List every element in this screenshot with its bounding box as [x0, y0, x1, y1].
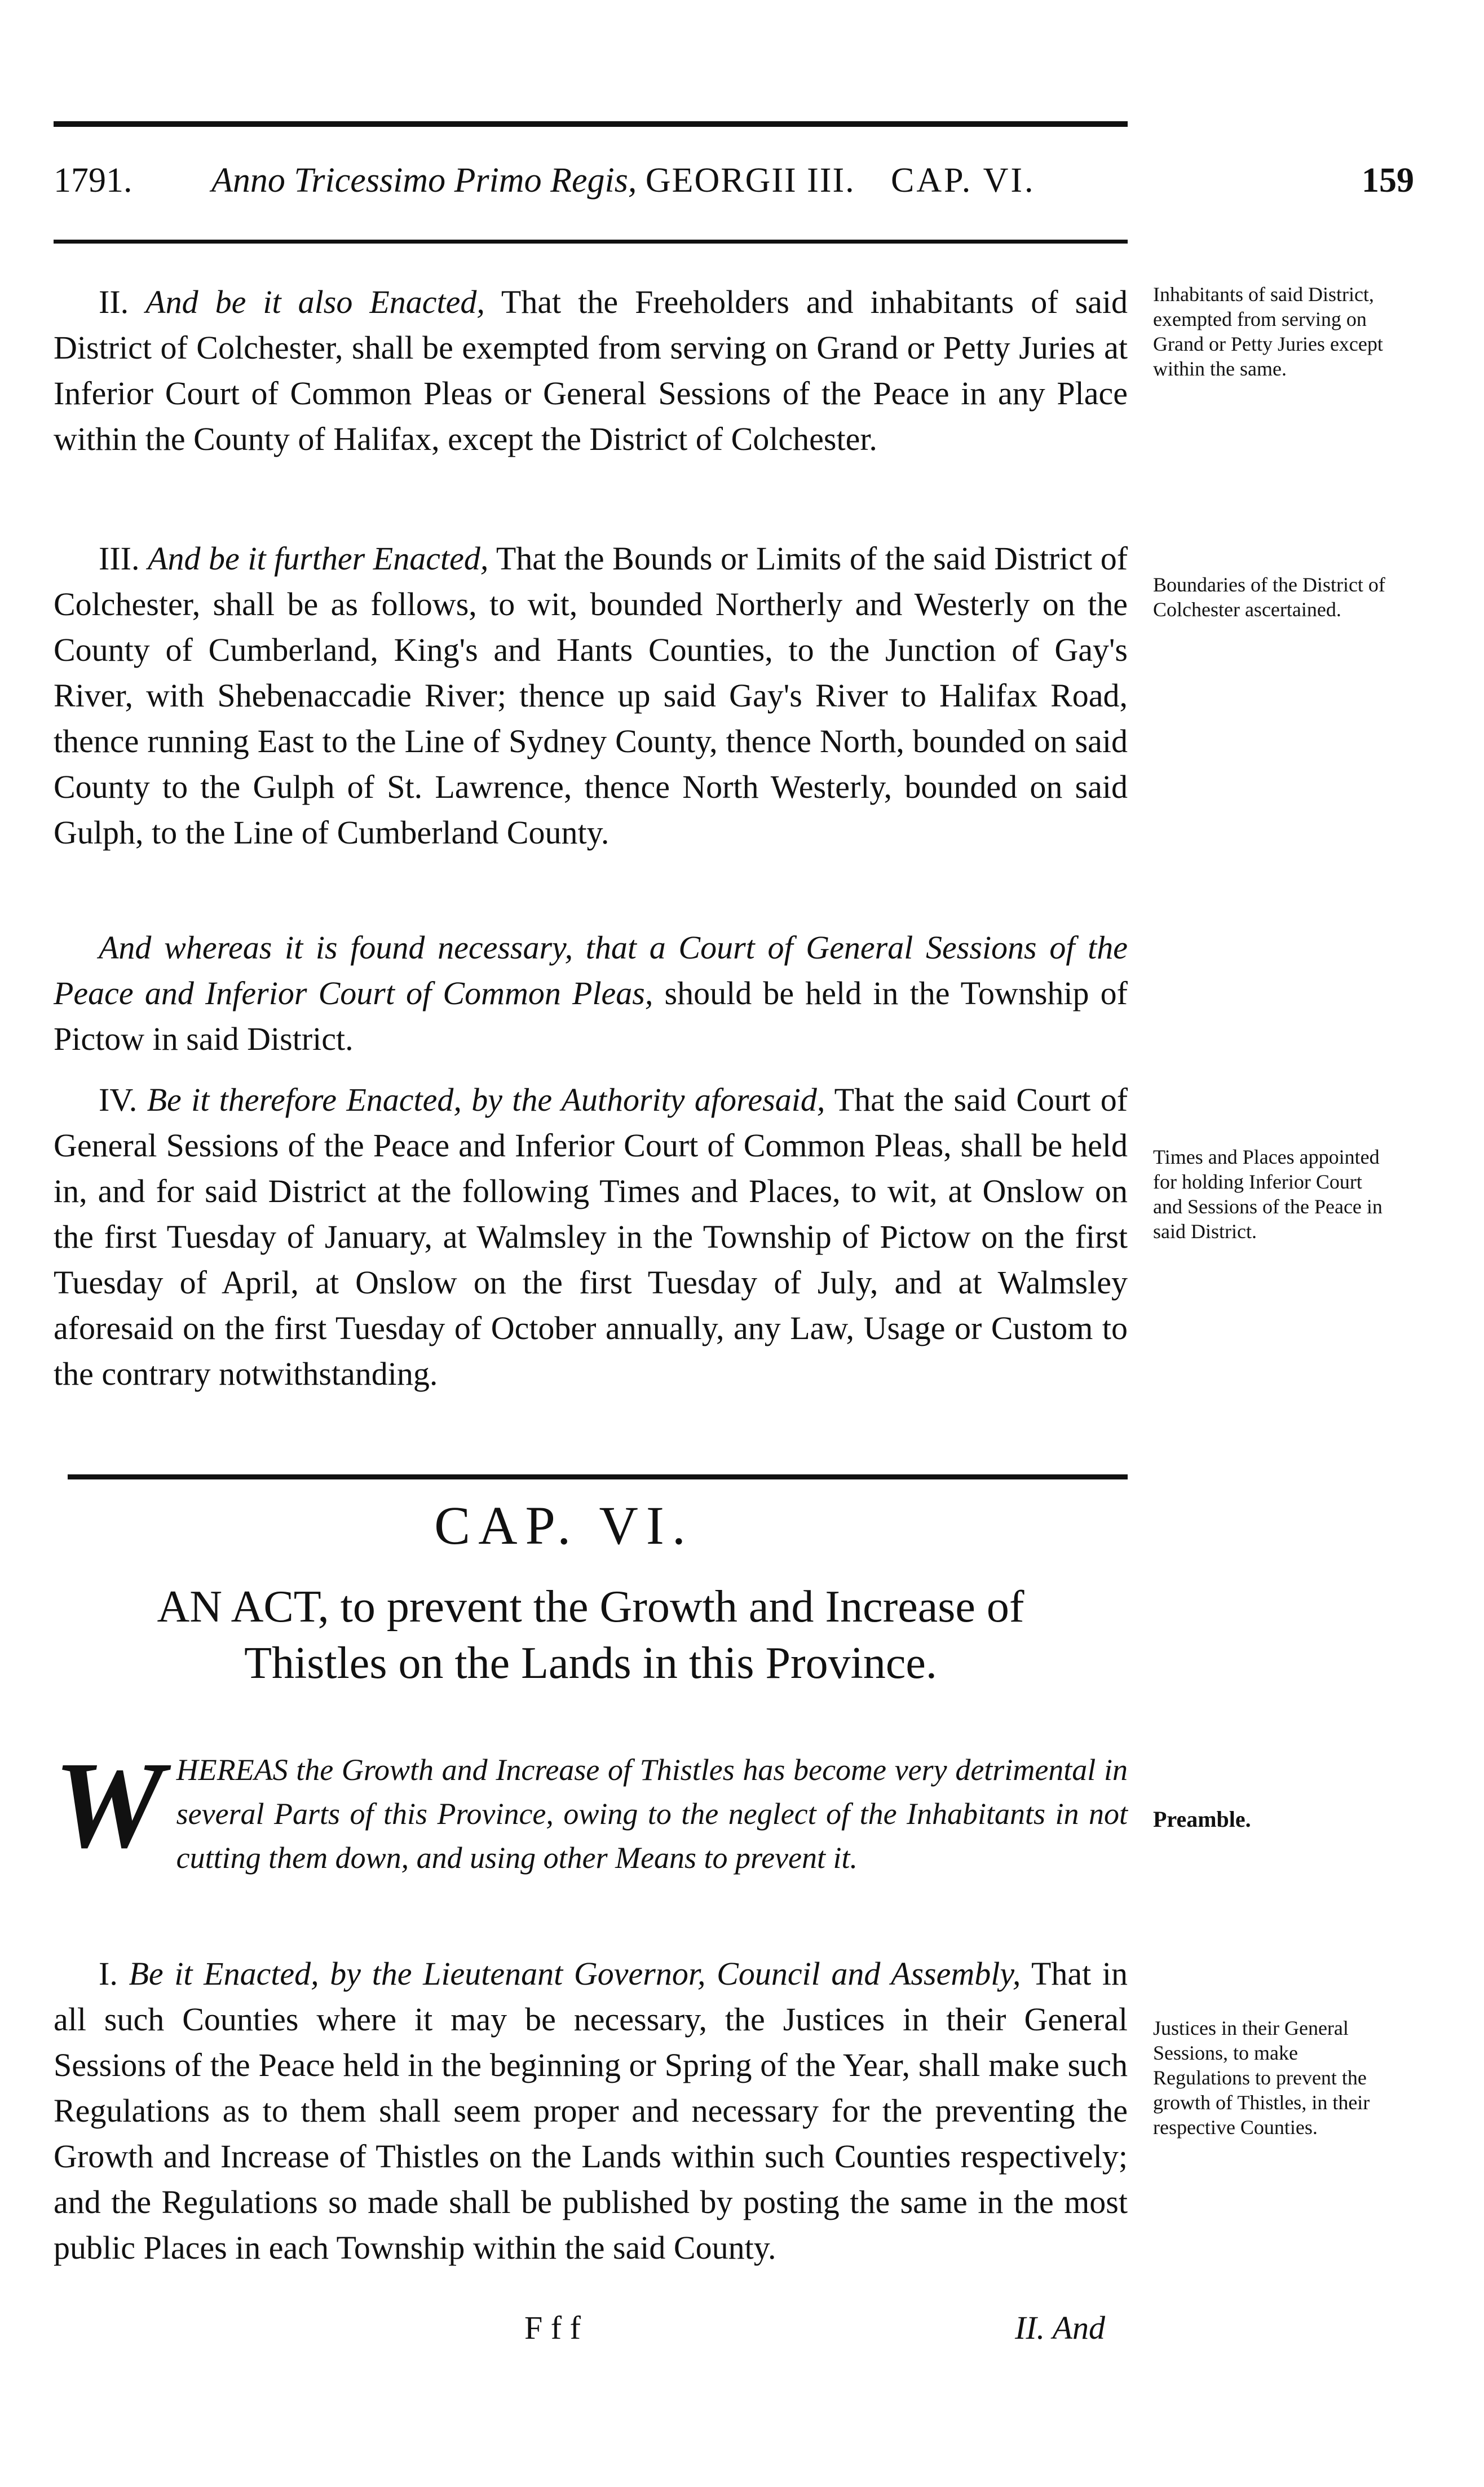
margin-note-justices: Justices in their General Sessions, to make Regulations to prevent the growth of Thistles, in their respective Counties.: [1153, 2017, 1370, 2139]
page-number: 159: [1362, 161, 1414, 200]
margin-note-times-places: Times and Places appointed for holding Inferior Court and Sessions of the Peace in said District.: [1153, 1146, 1383, 1243]
section-ii: [54, 279, 1128, 462]
section-i: [54, 1951, 1128, 2270]
whereas-continuation: should be held in the Township of Pictow in said District.: [54, 975, 1128, 1057]
signature-mark: F f f: [524, 2309, 581, 2346]
enacting-clause: And be it further Enacted,: [148, 540, 489, 577]
section-iii: [54, 536, 1128, 855]
margin-note-jurors: Inhabitants of said District, exempted from serving on Grand or Petty Juries except within the same.: [1153, 283, 1383, 380]
enacting-clause: Be it therefore Enacted, by the Authority aforesaid,: [147, 1081, 825, 1118]
enacting-clause: And be it also Enacted,: [145, 284, 485, 320]
act-title-line-2: Thistles on the Lands in this Province.: [244, 1638, 937, 1688]
whereas-text: And whereas it is found necessary, that a Court of General Sessions of the Peace and Inferior Court of Common Pleas,: [54, 929, 1128, 1011]
header-rule: [54, 240, 1128, 244]
section-number: I.: [99, 1955, 118, 1992]
header-chapter: CAP. VI.: [891, 161, 1036, 200]
drop-cap: W: [54, 1736, 164, 1874]
header-title-italic: Anno Tricessimo Primo Regis,: [211, 161, 637, 200]
preamble-text: HEREAS the Growth and Increase of Thistles has become very detrimental in several Parts of this Province, owing to the neglect of the Inhabitants in not cutting them down, and using other Means to prevent it.: [176, 1753, 1128, 1875]
chapter-heading: CAP. VI.: [434, 1495, 694, 1556]
enacting-clause: Be it Enacted, by the Lieutenant Governor, Council and Assembly,: [129, 1955, 1021, 1992]
preamble: [54, 1736, 1128, 1880]
header-year: 1791.: [54, 161, 132, 200]
catchword: II. And: [1015, 2309, 1106, 2346]
section-number: IV.: [99, 1081, 138, 1118]
whereas-clause: [54, 925, 1128, 1062]
section-text: That the Bounds or Limits of the said District of Colchester, shall be as follows, to wit, bounded Northerly and Westerly on the County of Cumberland, King's and Hants Counties, to the Junction of Gay's River, with Shebenaccadie River; thence up said Gay's River to Halifax Road, thence running East to the Line of Sydney County, thence North, bounded on said County to the Gulph of St. Lawrence, thence North Westerly, bounded on said Gulph, to the Line of Cumberland County.: [54, 540, 1128, 851]
margin-note-preamble: Preamble.: [1153, 1806, 1251, 1832]
section-text: That in all such Counties where it may be necessary, the Justices in their General Sessions of the Peace held in the beginning or Spring of the Year, shall make such Regulations as to them shall seem proper and necessary for the preventing the Growth and Increase of Thistles on the Lands within such Counties respectively; and the Regulations so made shall be published by posting the same in the most public Places in each Township within the said County.: [54, 1955, 1128, 2266]
section-number: II.: [99, 284, 129, 320]
margin-note-boundaries: Boundaries of the District of Colchester ascertained.: [1153, 573, 1385, 621]
header-reign: GEORGII III.: [645, 161, 855, 200]
act-title: [54, 1579, 1128, 1691]
section-text: That the Freeholders and inhabitants of said District of Colchester, shall be exempted from serving on Grand or Petty Juries at Inferior Court of Common Pleas or General Sessions of the Peace in any Place within the County of Halifax, except the District of Colchester.: [54, 284, 1128, 457]
section-number: III.: [99, 540, 140, 577]
act-title-line-1: AN ACT, to prevent the Growth and Increase of: [157, 1582, 1024, 1632]
running-header: [54, 149, 1414, 211]
chapter-divider-rule: [68, 1474, 1128, 1479]
section-iv: [54, 1077, 1128, 1397]
section-text: That the said Court of General Sessions of the Peace and Inferior Court of Common Pleas, shall be held in, and for said District at the following Times and Places, to wit, at Onslow on the first Tuesday of January, at Walmsley in the Township of Pictow on the first Tuesday of April, at Onslow on the first Tuesday of July, and at Walmsley aforesaid on the first Tuesday of October annually, any Law, Usage or Custom to the contrary notwithstanding.: [54, 1081, 1128, 1392]
top-rule: [54, 121, 1128, 127]
header-title: [211, 149, 855, 211]
